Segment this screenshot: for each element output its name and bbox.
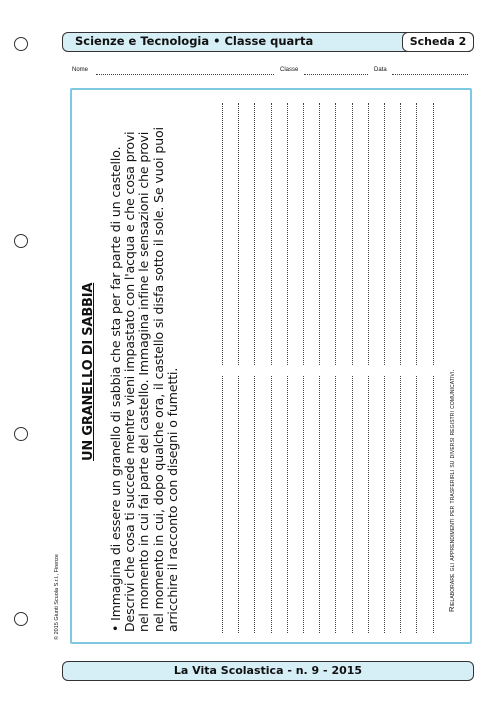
- writing-line[interactable]: [303, 376, 304, 633]
- student-fields: [72, 67, 470, 77]
- writing-line[interactable]: [384, 103, 385, 365]
- writing-line[interactable]: [287, 103, 288, 365]
- copyright-notice: © 2015 Giunti Scuola S.r.l., Firenze: [54, 554, 60, 640]
- date-label: Data: [374, 67, 387, 73]
- writing-line[interactable]: [254, 103, 255, 365]
- binder-hole: [14, 612, 28, 626]
- learning-objective-note: Rielaborare gli apprendimenti per trasferirli su diversi registri comunicativi.: [447, 369, 456, 612]
- writing-line[interactable]: [433, 376, 434, 633]
- binder-hole: [14, 427, 28, 441]
- writing-line[interactable]: [271, 103, 272, 365]
- writing-line[interactable]: [352, 103, 353, 365]
- header-bar: [62, 32, 474, 52]
- writing-line[interactable]: [287, 376, 288, 633]
- writing-line[interactable]: [416, 376, 417, 633]
- binder-hole: [14, 234, 28, 248]
- writing-line[interactable]: [384, 376, 385, 633]
- writing-line[interactable]: [303, 103, 304, 365]
- writing-line[interactable]: [335, 103, 336, 365]
- writing-line[interactable]: [335, 376, 336, 633]
- binder-hole: [14, 37, 28, 51]
- magazine-issue: La Vita Scolastica - n. 9 - 2015: [173, 664, 363, 677]
- date-field[interactable]: [392, 74, 468, 75]
- writing-line[interactable]: [319, 103, 320, 365]
- writing-line[interactable]: [222, 376, 223, 633]
- instruction-line: nel momento in cui, dopo qualche ora, il castello si disfa sotto il sole. Se vuoi puoi: [150, 127, 166, 632]
- worksheet-title: UN GRANELLO DI SABBIA: [81, 282, 96, 461]
- writing-line[interactable]: [222, 103, 223, 365]
- writing-line[interactable]: [400, 376, 401, 633]
- writing-line[interactable]: [352, 376, 353, 633]
- footer-bar: [62, 661, 474, 681]
- instruction-line: arricchire il racconto con disegni o fumetti.: [164, 367, 180, 632]
- writing-line[interactable]: [238, 103, 239, 365]
- writing-line[interactable]: [238, 376, 239, 633]
- writing-line[interactable]: [368, 376, 369, 633]
- sheet-number-badge: Scheda 2: [402, 32, 474, 52]
- subject-title: Scienze e Tecnologia • Classe quarta: [75, 34, 314, 48]
- instruction-line: Descrivi che cosa ti succede mentre vieni impastato con l'acqua e che cosa provi: [122, 131, 138, 632]
- instruction-line: • Immagina di essere un granello di sabbia che sta per far parte di un castello.: [108, 146, 123, 632]
- class-label: Classe: [280, 67, 299, 73]
- instructions-text: [109, 127, 180, 632]
- class-field[interactable]: [304, 74, 368, 75]
- writing-line[interactable]: [368, 103, 369, 365]
- writing-line[interactable]: [254, 376, 255, 633]
- instruction-line: nel momento in cui fai parte del castello. Immagina infine le sensazioni che provi: [136, 131, 152, 632]
- name-label: Nome: [72, 67, 89, 73]
- writing-line[interactable]: [271, 376, 272, 633]
- writing-line[interactable]: [433, 103, 434, 365]
- name-field[interactable]: [96, 74, 274, 75]
- writing-line[interactable]: [400, 103, 401, 365]
- writing-line[interactable]: [416, 103, 417, 365]
- writing-line[interactable]: [319, 376, 320, 633]
